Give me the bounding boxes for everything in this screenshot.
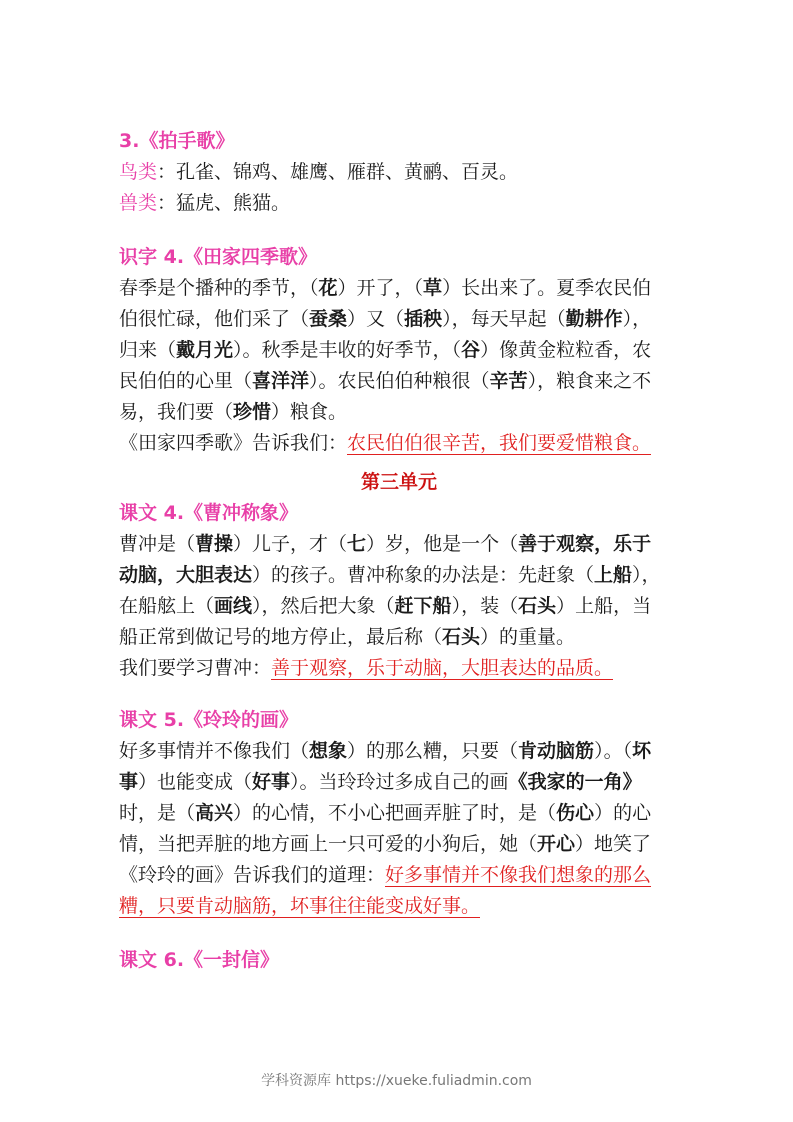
answer: 珍惜 — [233, 401, 272, 423]
answer: 开心 — [537, 833, 576, 855]
paragraph-line: 民伯伯的心里（喜洋洋）。农民伯伯种粮很（辛苦），粮食来之不 — [119, 370, 652, 392]
paragraph-line: 春季是个播种的季节，（花）开了，（草）长出来了。夏季农民伯 — [119, 277, 652, 299]
paragraph-line: 船正常到做记号的地方停止，最后称（石头）的重量。 — [119, 626, 576, 648]
paragraph-line: 曹冲是（曹操）儿子，才（七）岁，他是一个（善于观察，乐于 — [119, 533, 652, 555]
answer: 蚕桑 — [309, 308, 348, 330]
beasts-line — [119, 188, 679, 219]
birds-line — [119, 157, 679, 188]
answer: 《我家的一角》 — [508, 771, 642, 793]
answer: 好事 — [252, 771, 291, 793]
section-title: 课文 6.《一封信》 — [119, 949, 280, 971]
moral-line: 《玲玲的画》告诉我们的道理：好多事情并不像我们想象的那么 — [119, 864, 652, 886]
unit-title: 第三单元 — [360, 471, 437, 493]
answer: 花 — [318, 277, 338, 299]
moral-text: 好多事情并不像我们想象的那么 — [385, 864, 652, 886]
answer: 高兴 — [195, 802, 234, 824]
answer: 辛苦 — [489, 370, 528, 392]
moral-line: 《田家四季歌》告诉我们：农民伯伯很辛苦，我们要爱惜粮食。 — [119, 432, 652, 454]
section-title: 3.《拍手歌》 — [119, 130, 235, 152]
answer: 插秧 — [404, 308, 443, 330]
answer: 曹操 — [195, 533, 234, 555]
paragraph-line: 情，当把弄脏的地方画上一只可爱的小狗后，她（开心）地笑了 — [119, 833, 652, 855]
paragraph-line: 易，我们要（珍惜）粮食。 — [119, 401, 348, 423]
answer: 勤耕作 — [565, 308, 623, 330]
answer: 谷 — [461, 339, 481, 361]
moral-text: 善于观察，乐于动脑，大胆表达的品质。 — [271, 657, 614, 679]
answer: 草 — [423, 277, 443, 299]
section-title: 课文 4.《曹冲称象》 — [119, 502, 299, 524]
document-body — [119, 126, 679, 976]
answer: 想象 — [309, 740, 348, 762]
moral-line: 我们要学习曹冲：善于观察，乐于动脑，大胆表达的品质。 — [119, 657, 614, 679]
birds-text: ：孔雀、锦鸡、雄鹰、雁群、黄鹂、百灵。 — [157, 161, 519, 183]
paragraph-line: 伯很忙碌，他们采了（蚕桑）又（插秧），每天早起（勤耕作）， — [119, 308, 652, 330]
answer: 事 — [119, 771, 139, 793]
answer: 石头 — [518, 595, 557, 617]
answer: 坏 — [632, 740, 652, 762]
answer: 赶下船 — [394, 595, 452, 617]
paragraph-line: 归来（戴月光）。秋季是丰收的好季节，（谷）像黄金粒粒香，农 — [119, 339, 652, 361]
paragraph-line: 好多事情并不像我们（想象）的那么糟，只要（肯动脑筋）。（坏 — [119, 740, 652, 762]
footer-source: 学科资源库 https://xueke.fuliadmin.com — [261, 1073, 532, 1089]
answer: 画线 — [214, 595, 253, 617]
section-title: 识字 4.《田家四季歌》 — [119, 246, 318, 268]
answer: 善于观察，乐于 — [518, 533, 652, 555]
moral-text: 农民伯伯很辛苦，我们要爱惜粮食。 — [347, 432, 652, 454]
answer: 七 — [347, 533, 367, 555]
beasts-label: 兽类 — [119, 192, 158, 214]
paragraph-line: 在船舷上（画线），然后把大象（赶下船），装（石头）上船，当 — [119, 595, 652, 617]
answer: 动脑，大胆表达 — [119, 564, 253, 586]
moral-text: 糟，只要肯动脑筋，坏事往往能变成好事。 — [119, 895, 481, 917]
moral-line — [119, 891, 679, 922]
answer: 肯动脑筋 — [518, 740, 595, 762]
answer: 伤心 — [556, 802, 595, 824]
birds-label: 鸟类 — [119, 161, 158, 183]
paragraph-line: 动脑，大胆表达）的孩子。曹冲称象的办法是：先赶象（上船）， — [119, 564, 661, 586]
paragraph-line: 时，是（高兴）的心情，不小心把画弄脏了时，是（伤心）的心 — [119, 802, 652, 824]
answer: 石头 — [442, 626, 481, 648]
answer: 喜洋洋 — [252, 370, 310, 392]
section-title: 课文 5.《玲玲的画》 — [119, 709, 299, 731]
paragraph-line: 事）也能变成（好事）。当玲玲过多成自己的画《我家的一角》 — [119, 771, 642, 793]
answer: 上船 — [594, 564, 633, 586]
beasts-text: ：猛虎、熊猫。 — [157, 192, 291, 214]
answer: 戴月光 — [176, 339, 234, 361]
